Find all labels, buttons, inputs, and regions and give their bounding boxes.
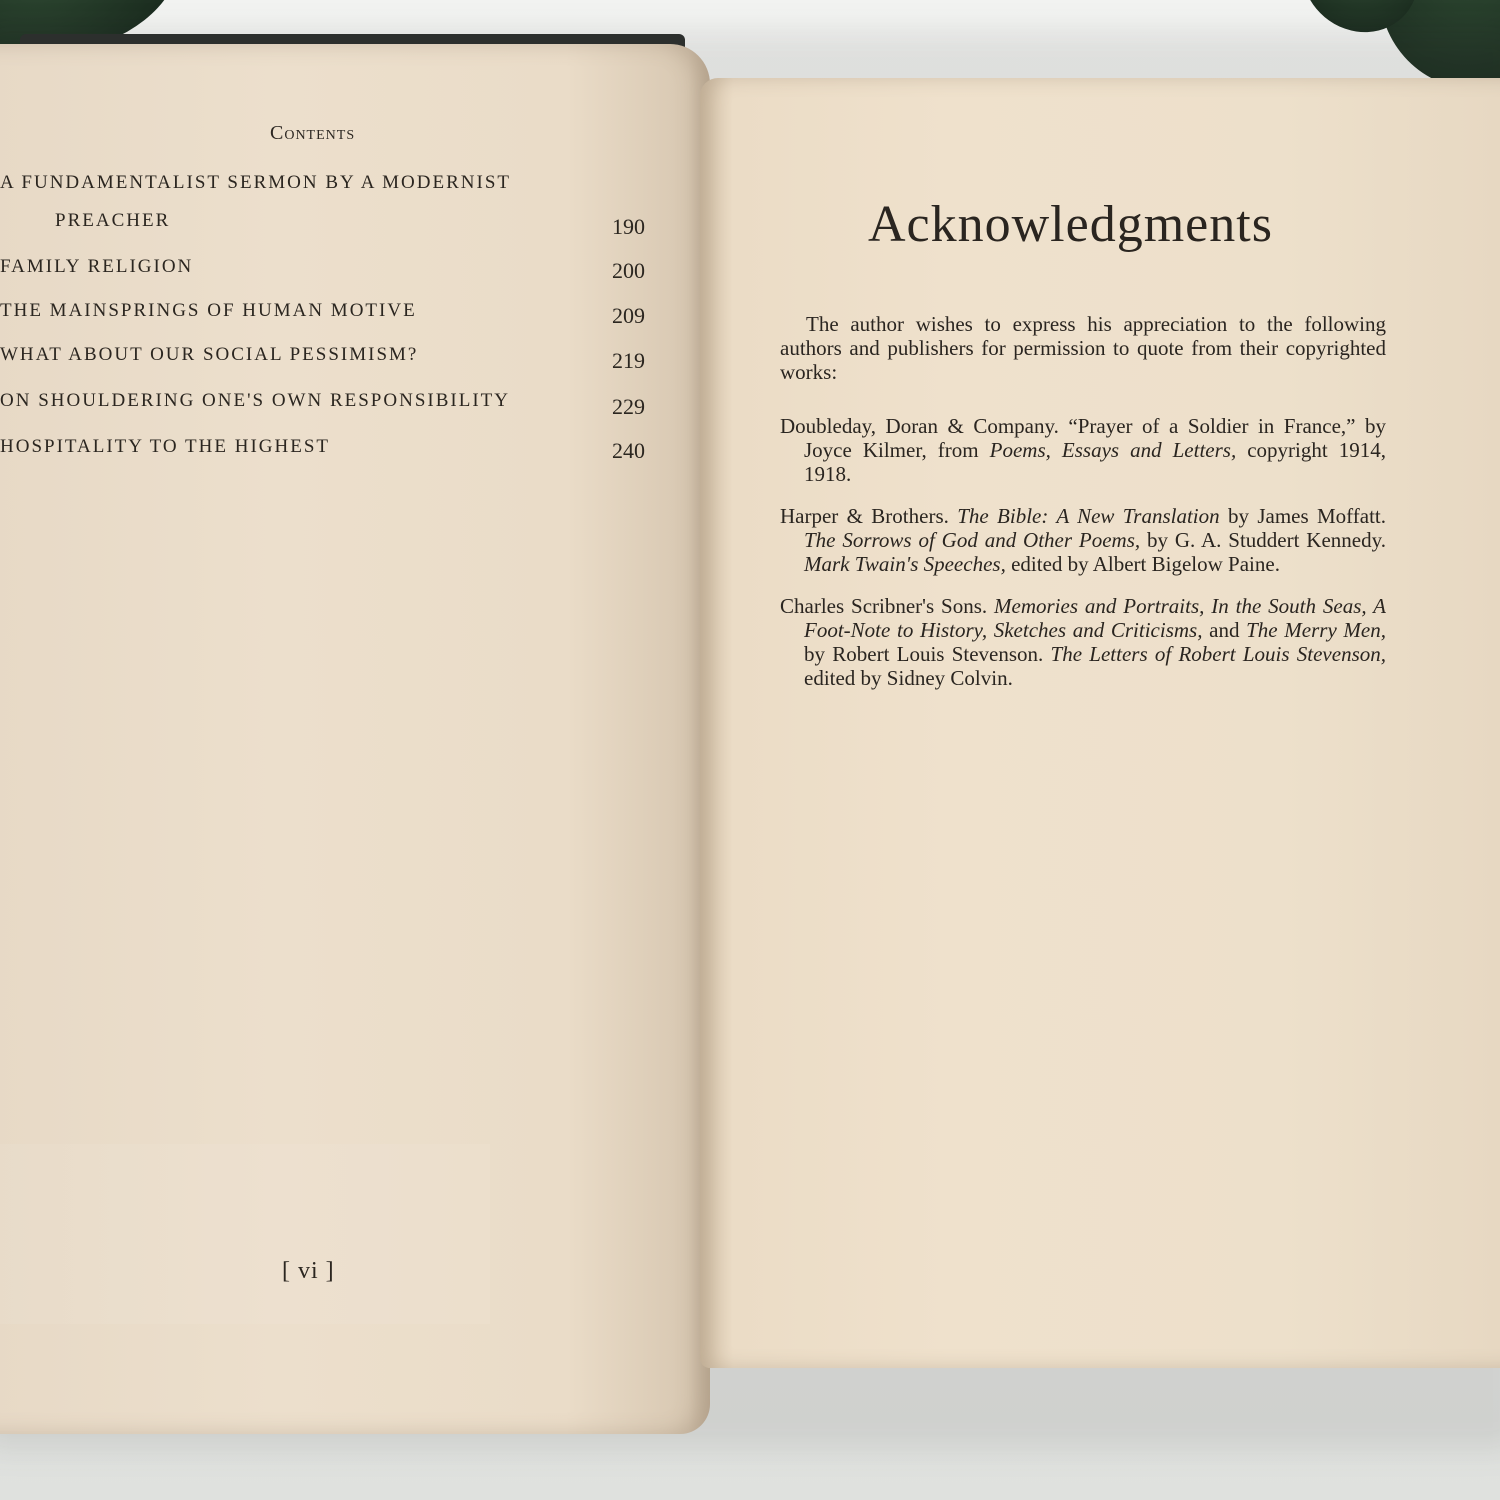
toc-entry-title: FAMILY RELIGION	[0, 256, 194, 277]
entry-text: copyright 1914, 1918.	[804, 438, 1386, 486]
left-page	[0, 44, 710, 1434]
toc-entry-title: HOSPITALITY TO THE HIGHEST	[0, 436, 331, 457]
contents-heading: Contents	[270, 122, 356, 144]
toc-page-number: 229	[612, 394, 645, 419]
toc-entry-title: PREACHER	[55, 210, 171, 231]
toc-entry-title: A FUNDAMENTALIST SERMON BY A MODERNIST	[0, 172, 511, 193]
acknowledgment-entry	[780, 504, 1386, 576]
entry-text: and	[1202, 618, 1247, 642]
toc-page-number: 219	[612, 348, 645, 373]
work-title: The Sorrows of God and Other Poems,	[804, 528, 1141, 552]
work-title: Poems, Essays and Letters,	[989, 438, 1237, 462]
work-title: The Merry Men,	[1246, 618, 1386, 642]
toc-page-number: 240	[612, 438, 645, 463]
work-title: The Letters of Robert Louis Stevenson,	[1050, 642, 1386, 666]
entry-text: “Prayer of a Soldier in France,” by Joyce Kilmer, from	[804, 414, 1387, 462]
publisher-name: Doubleday, Doran & Company.	[780, 414, 1059, 438]
toc-entry-title: THE MAINSPRINGS OF HUMAN MOTIVE	[0, 300, 417, 321]
entry-text: by James Moffatt.	[1219, 504, 1387, 528]
toc-page-number: 209	[612, 303, 645, 328]
publisher-name: Harper & Brothers.	[780, 504, 949, 528]
page-number: [ vi ]	[282, 1258, 335, 1284]
toc-page-number: 200	[612, 258, 645, 283]
acknowledgments-body	[780, 312, 1386, 708]
toc-entry-title: ON SHOULDERING ONE'S OWN RESPONSIBILITY	[0, 390, 510, 411]
entry-text: edited by Albert Bigelow Paine.	[1005, 552, 1280, 576]
entry-text: by G. A. Studdert Kennedy.	[1140, 528, 1386, 552]
toc-entry-title: WHAT ABOUT OUR SOCIAL PESSIMISM?	[0, 344, 419, 365]
work-title: The Bible: A New Translation	[957, 504, 1220, 528]
intro-paragraph: The author wishes to express his appreciation to the following authors and publishers for permission to quote from their copyrighted works:	[780, 312, 1386, 384]
entry-text: by Robert Louis Stevenson.	[804, 642, 1051, 666]
page-title: Acknowledgments	[868, 196, 1273, 253]
work-title: Memories and Portraits, In the South Seas, A Foot-Note to History, Sketches and Criticisms,	[804, 594, 1386, 642]
work-title: Mark Twain's Speeches,	[804, 552, 1006, 576]
toc-page-number: 190	[612, 214, 645, 239]
publisher-name: Charles Scribner's Sons.	[780, 594, 988, 618]
entry-text: edited by Sidney Colvin.	[804, 666, 1013, 690]
acknowledgment-entry	[780, 594, 1386, 690]
right-page	[700, 78, 1500, 1368]
acknowledgment-entry	[780, 414, 1386, 486]
